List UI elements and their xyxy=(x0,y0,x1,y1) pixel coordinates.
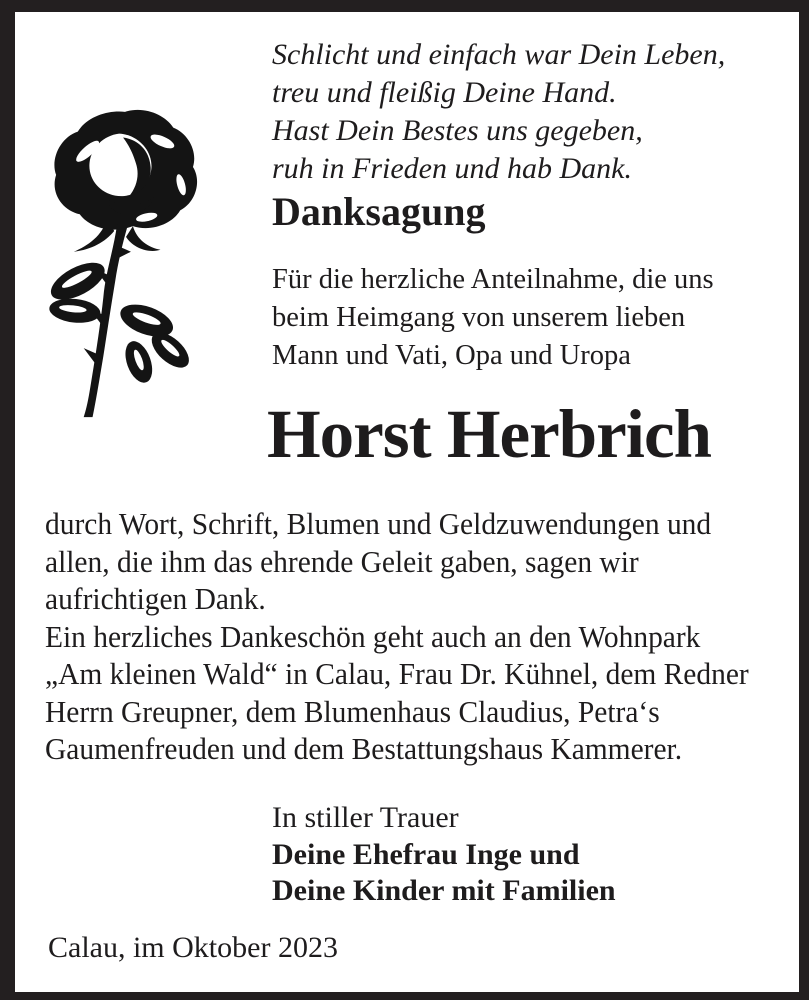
intro-paragraph xyxy=(272,261,714,375)
intro-line: Für die herzliche Anteilnahme, die uns xyxy=(272,264,714,295)
poem-line: treu und fleißig Deine Hand. xyxy=(272,76,617,109)
thanks-line: allen, die ihm das ehrende Geleit gaben, sagen wir xyxy=(45,543,639,579)
closing-block xyxy=(272,800,616,910)
poem-line: ruh in Frieden und hab Dank. xyxy=(272,152,632,185)
poem xyxy=(272,36,725,188)
intro-line: Mann und Vati, Opa und Uropa xyxy=(272,340,631,371)
thanks-line: durch Wort, Schrift, Blumen und Geldzuwendungen und xyxy=(45,506,712,541)
poem-line: Hast Dein Bestes uns gegeben, xyxy=(272,114,643,147)
notice-heading: Danksagung xyxy=(272,189,486,234)
place-date-line: Calau, im Oktober 2023 xyxy=(48,931,338,964)
closing-line: In stiller Trauer xyxy=(272,801,459,834)
intro-line: beim Heimgang von unserem lieben xyxy=(272,302,686,333)
poem-line: Schlicht und einfach war Dein Leben, xyxy=(272,38,726,71)
deceased-name: Horst Herbrich xyxy=(267,396,711,472)
thanks-line: Gaumenfreuden und dem Bestattungshaus Kammerer. xyxy=(45,731,683,766)
thanks-line: aufrichtigen Dank. xyxy=(45,581,266,616)
rose-icon xyxy=(46,106,208,421)
thanks-paragraph xyxy=(45,505,749,768)
thanks-line: „Am kleinen Wald“ in Calau, Frau Dr. Kühnel, dem Redner xyxy=(45,656,749,691)
mourner-line: Deine Ehefrau Inge und xyxy=(272,837,580,871)
thanks-line: Ein herzliches Dankeschön geht auch an den Wohnpark xyxy=(45,618,701,654)
thanks-line: Herrn Greupner, dem Blumenhaus Claudius, Petra‘s xyxy=(45,693,660,729)
mourner-line: Deine Kinder mit Familien xyxy=(272,874,616,907)
